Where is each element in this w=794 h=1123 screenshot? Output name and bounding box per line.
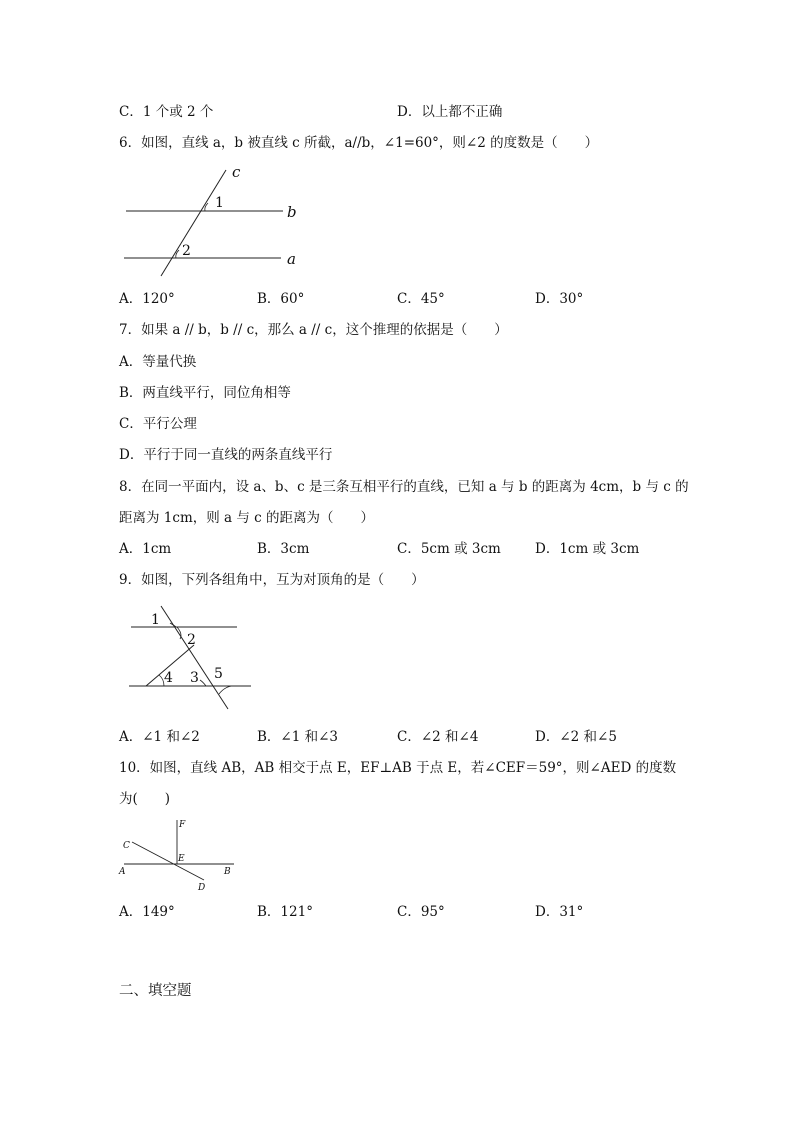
q6-stem: 6．如图，直线 a，b 被直线 c 所截，a//b，∠1=60°，则∠2 的度数是（ ） [119,135,599,151]
q9-option-a: A．∠1 和∠2 [119,729,200,745]
q6-option-d: D．30° [535,291,584,307]
q7-option-d: D．平行于同一直线的两条直线平行 [119,447,333,463]
q9-label-3: 3 [190,670,199,686]
q8-stem-line2: 距离为 1cm，则 a 与 c 的距离为（ ） [119,510,375,526]
q10-option-d: D．31° [535,904,584,920]
q6-option-a: A．120° [119,291,175,307]
q10-label-C: C [123,841,130,851]
q9-label-5: 5 [214,666,223,682]
q5-option-d: D．以上都不正确 [397,104,503,120]
q8-option-c: C．5cm 或 3cm [397,541,501,557]
q6-label-2: 2 [182,243,191,259]
q9-option-c: C．∠2 和∠4 [397,729,479,745]
q8-option-a: A．1cm [119,541,172,557]
q9-option-d: D．∠2 和∠5 [535,729,617,745]
q6-label-a: a [287,250,296,268]
q9-label-4: 4 [164,670,173,686]
q6-label-c: c [232,163,241,181]
q7-option-c: C．平行公理 [119,416,197,432]
q9-figure [126,601,256,713]
q7-stem: 7．如果 a // b，b // c，那么 a // c，这个推理的依据是（ ） [119,322,508,338]
q10-label-F: F [179,820,186,830]
q10-label-B: B [224,867,231,877]
q6-option-c: C．45° [397,291,445,307]
q10-stem-line2: 为( ) [119,791,171,807]
q10-figure [117,814,237,894]
q9-option-b: B．∠1 和∠3 [257,729,339,745]
q8-stem-line1: 8．在同一平面内，设 a、b、c 是三条互相平行的直线，已知 a 与 b 的距离为 4cm，b 与 c 的 [119,479,689,495]
q10-label-D: D [198,883,206,893]
q9-label-1: 1 [151,612,160,628]
q5-option-c: C．1 个或 2 个 [119,104,214,120]
q8-option-b: B．3cm [257,541,310,557]
q10-stem-line1: 10．如图，直线 AB，AB 相交于点 E，EF⊥AB 于点 E，若∠CEF＝59°，则∠AED 的度数 [119,760,677,776]
q7-option-b: B．两直线平行，同位角相等 [119,385,291,401]
q10-option-b: B．121° [257,904,313,920]
q10-label-E: E [178,854,185,864]
q9-stem: 9．如图，下列各组角中，互为对顶角的是（ ） [119,572,425,588]
section-title: 二、填空题 [119,983,192,999]
q10-option-c: C．95° [397,904,445,920]
q9-label-2: 2 [187,632,196,648]
q10-label-A: A [119,867,126,877]
q6-figure [118,163,308,281]
q6-label-1: 1 [215,195,224,211]
q8-option-d: D．1cm 或 3cm [535,541,640,557]
q6-label-b: b [287,203,297,221]
q7-option-a: A．等量代换 [119,354,197,370]
q10-option-a: A．149° [119,904,175,920]
q6-option-b: B．60° [257,291,305,307]
